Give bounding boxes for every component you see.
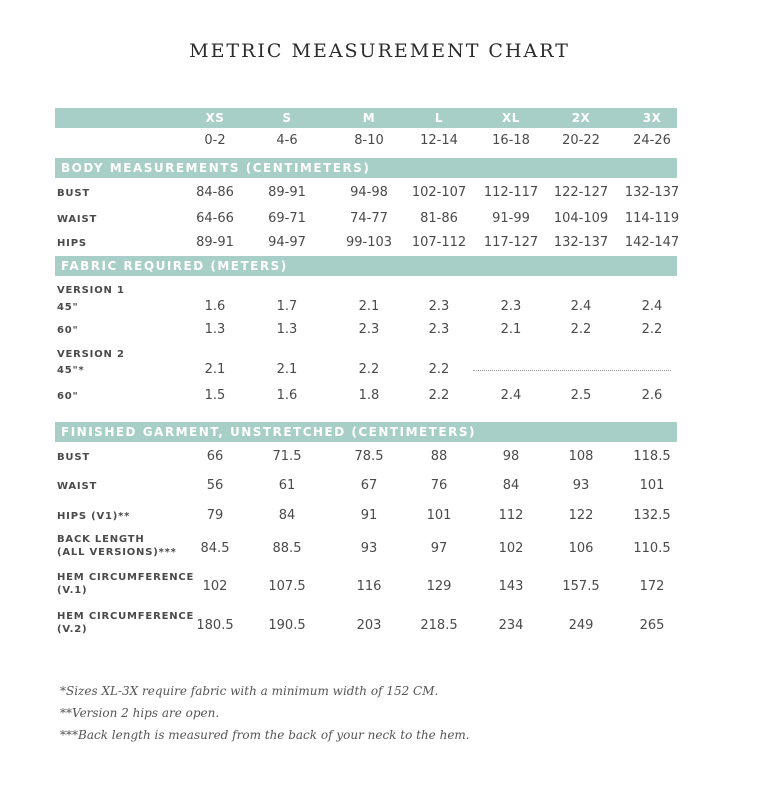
footnote: *Sizes XL-3X require fabric with a minimum width of 152 CM.	[60, 684, 439, 698]
row-label-line: (ALL VERSIONS)***	[57, 547, 177, 558]
table-row	[55, 476, 677, 496]
size-label: XS	[205, 111, 225, 125]
table-cell: 2.3	[428, 299, 450, 314]
table-cell: 116	[356, 579, 382, 594]
table-cell: 94-97	[268, 235, 306, 250]
page-title: METRIC MEASUREMENT CHART	[189, 40, 570, 62]
row-label: 45"	[57, 302, 79, 313]
section-title: FABRIC REQUIRED (METERS)	[61, 259, 288, 273]
table-cell: 2.2	[428, 388, 450, 403]
us-size: 20-22	[562, 133, 600, 148]
table-cell: 66	[206, 449, 224, 464]
table-cell: 2.3	[428, 322, 450, 337]
section-header-finished	[55, 422, 677, 442]
table-cell: 1.7	[276, 299, 298, 314]
table-cell: 84.5	[200, 541, 230, 556]
table-cell: 88	[430, 449, 448, 464]
table-row	[55, 320, 677, 340]
table-cell: 84	[502, 478, 520, 493]
row-label: HIPS	[57, 238, 87, 249]
us-size: 16-18	[492, 133, 530, 148]
table-cell: 64-66	[196, 211, 234, 226]
table-cell: 118.5	[633, 449, 671, 464]
us-size: 12-14	[420, 133, 458, 148]
row-label-line: (V.1)	[57, 585, 88, 596]
table-cell: 2.2	[428, 362, 450, 377]
table-cell: 234	[498, 618, 524, 633]
table-cell: 2.1	[500, 322, 522, 337]
table-cell: 218.5	[420, 618, 458, 633]
table-cell: 104-109	[553, 211, 609, 226]
table-cell: 98	[502, 449, 520, 464]
row-label: 60"	[57, 391, 79, 402]
table-cell: 265	[639, 618, 665, 633]
row-label-line: (V.2)	[57, 624, 88, 635]
table-row	[55, 183, 680, 203]
table-cell: 102	[498, 541, 524, 556]
row-label: WAIST	[57, 481, 98, 492]
not-available-dotted-line	[473, 370, 671, 371]
row-label: WAIST	[57, 214, 98, 225]
table-cell: 114-119	[624, 211, 680, 226]
table-cell: 2.1	[276, 362, 298, 377]
footnote: ***Back length is measured from the back of your neck to the hem.	[60, 728, 470, 742]
table-cell: 94-98	[350, 185, 388, 200]
table-cell: 84	[278, 508, 296, 523]
table-cell: 93	[360, 541, 378, 556]
us-size-row	[55, 131, 677, 151]
row-label-line: HEM CIRCUMFERENCE	[57, 611, 195, 622]
table-cell: 79	[206, 508, 224, 523]
us-size: 4-6	[276, 133, 298, 148]
us-size: 8-10	[354, 133, 384, 148]
size-label: XL	[502, 111, 520, 125]
row-label	[57, 610, 194, 636]
table-cell: 93	[572, 478, 590, 493]
table-cell: 190.5	[268, 618, 306, 633]
table-cell: 2.2	[358, 362, 380, 377]
table-cell: 132-137	[553, 235, 609, 250]
row-label: BUST	[57, 452, 90, 463]
table-row	[55, 447, 677, 467]
table-cell: 101	[639, 478, 665, 493]
table-cell: 143	[498, 579, 524, 594]
table-cell: 99-103	[345, 235, 393, 250]
table-row	[55, 572, 677, 597]
table-row	[55, 360, 677, 380]
table-cell: 2.3	[358, 322, 380, 337]
table-row	[55, 209, 680, 229]
row-label: 60"	[57, 325, 79, 336]
table-cell: 107.5	[268, 579, 306, 594]
table-cell: 1.3	[204, 322, 226, 337]
table-cell: 132-137	[624, 185, 680, 200]
size-label: 2X	[571, 111, 591, 125]
row-label	[57, 571, 194, 597]
row-label: 45"*	[57, 365, 85, 376]
table-cell: 61	[278, 478, 296, 493]
table-cell: 56	[206, 478, 224, 493]
table-cell: 2.1	[358, 299, 380, 314]
table-cell: 88.5	[272, 541, 302, 556]
table-cell: 78.5	[354, 449, 384, 464]
footnotes	[60, 680, 470, 746]
table-cell: 117-127	[483, 235, 539, 250]
table-cell: 69-71	[268, 211, 306, 226]
table-cell: 89-91	[196, 235, 234, 250]
table-cell: 2.4	[570, 299, 592, 314]
size-label: S	[282, 111, 292, 125]
table-cell: 91-99	[492, 211, 530, 226]
table-cell: 107-112	[411, 235, 467, 250]
table-cell: 142-147	[624, 235, 680, 250]
table-cell: 106	[568, 541, 594, 556]
version-1-label: VERSION 1	[57, 285, 125, 296]
table-cell: 2.2	[570, 322, 592, 337]
us-size: 0-2	[204, 133, 226, 148]
table-cell: 84-86	[196, 185, 234, 200]
us-size: 24-26	[633, 133, 671, 148]
table-cell: 1.3	[276, 322, 298, 337]
table-cell: 1.6	[204, 299, 226, 314]
table-cell: 81-86	[420, 211, 458, 226]
table-cell: 108	[568, 449, 594, 464]
section-header-body	[55, 158, 677, 178]
row-label: BUST	[57, 188, 90, 199]
table-cell: 2.6	[641, 388, 663, 403]
size-label: L	[434, 111, 444, 125]
section-header-fabric	[55, 256, 677, 276]
table-cell: 122-127	[553, 185, 609, 200]
size-label: 3X	[642, 111, 662, 125]
table-cell: 122	[568, 508, 594, 523]
table-cell: 71.5	[272, 449, 302, 464]
table-cell: 112-117	[483, 185, 539, 200]
table-cell: 2.4	[641, 299, 663, 314]
table-cell: 67	[360, 478, 378, 493]
row-label	[57, 533, 177, 559]
table-row	[55, 534, 677, 559]
table-cell: 1.6	[276, 388, 298, 403]
table-cell: 102	[202, 579, 228, 594]
table-row	[55, 506, 677, 526]
table-cell: 101	[426, 508, 452, 523]
table-row	[55, 233, 680, 253]
table-cell: 89-91	[268, 185, 306, 200]
table-cell: 1.5	[204, 388, 226, 403]
table-cell: 2.5	[570, 388, 592, 403]
table-cell: 2.2	[641, 322, 663, 337]
table-cell: 110.5	[633, 541, 671, 556]
footnote: **Version 2 hips are open.	[60, 706, 220, 720]
row-label-line: BACK LENGTH	[57, 534, 145, 545]
table-cell: 129	[426, 579, 452, 594]
table-cell: 157.5	[562, 579, 600, 594]
table-row	[55, 611, 677, 636]
size-label: M	[362, 111, 376, 125]
table-row	[55, 386, 677, 406]
row-label: HIPS (V1)**	[57, 511, 131, 522]
table-cell: 203	[356, 618, 382, 633]
table-cell: 180.5	[196, 618, 234, 633]
table-cell: 91	[360, 508, 378, 523]
version-2-label: VERSION 2	[57, 349, 125, 360]
table-cell: 2.1	[204, 362, 226, 377]
table-cell: 74-77	[350, 211, 388, 226]
table-cell: 112	[498, 508, 524, 523]
table-cell: 97	[430, 541, 448, 556]
size-header-row	[55, 108, 677, 128]
table-cell: 132.5	[633, 508, 671, 523]
table-cell: 2.3	[500, 299, 522, 314]
section-title: BODY MEASUREMENTS (CENTIMETERS)	[61, 161, 371, 175]
table-cell: 76	[430, 478, 448, 493]
table-cell: 102-107	[411, 185, 467, 200]
table-cell: 249	[568, 618, 594, 633]
row-label-line: HEM CIRCUMFERENCE	[57, 572, 195, 583]
table-cell: 1.8	[358, 388, 380, 403]
section-title: FINISHED GARMENT, UNSTRETCHED (CENTIMETERS)	[61, 425, 476, 439]
table-cell: 172	[639, 579, 665, 594]
table-cell: 2.4	[500, 388, 522, 403]
table-row	[55, 297, 677, 317]
